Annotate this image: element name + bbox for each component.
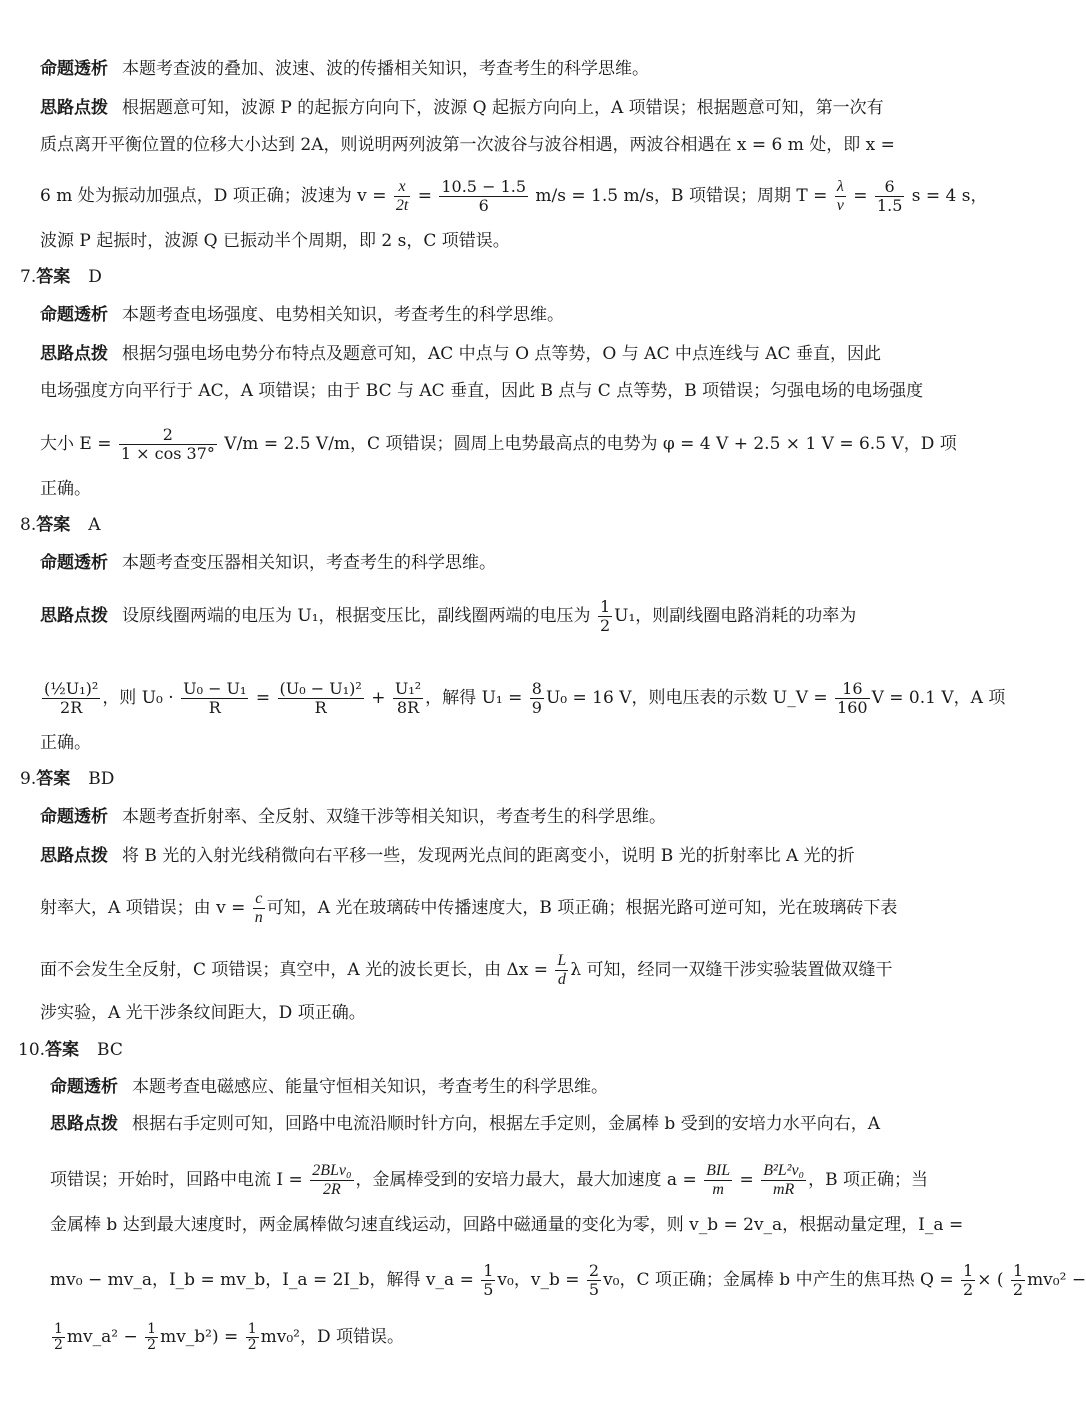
q10-l4e: mv₀² − <box>1027 1270 1086 1290</box>
frac-num: 8 <box>531 679 542 698</box>
frac-num: 1 <box>247 1321 257 1337</box>
q10-l4d: × ( <box>977 1270 1004 1290</box>
q10-frac-half-5 <box>246 1322 259 1353</box>
q8-answer-line <box>20 514 101 536</box>
q8-l1b: U₁，则副线圈电路消耗的功率为 <box>614 606 857 626</box>
q8-frac-current <box>181 680 248 717</box>
q9-hint-line-2 <box>40 890 897 927</box>
q8-l1a: 设原线圈两端的电压为 U₁，根据变压比，副线圈两端的电压为 <box>122 606 591 626</box>
frac-den: 2R <box>322 1181 341 1198</box>
q9-l2b: 可知，A 光在玻璃砖中传播速度大，B 项正确；根据光路可逆可知，光在玻璃砖下表 <box>266 898 898 918</box>
frac-den: d <box>557 971 566 988</box>
frac-den: R <box>314 698 327 717</box>
frac-num: 1 <box>963 1261 974 1280</box>
answer-label: 答案 <box>36 267 71 287</box>
q6-hint-text-1: 根据题意可知，波源 P 的起振方向向下，波源 Q 起振方向向上，A 项错误；根据题意可知，第一次有 <box>122 98 884 118</box>
q8-hint-line-3: 正确。 <box>40 733 91 753</box>
frac-num: 16 <box>835 680 870 699</box>
analysis-label: 命题透析 <box>40 807 108 827</box>
frac-den: 2 <box>599 616 611 635</box>
q8-l2a: ，则 U₀ · <box>102 688 174 708</box>
q8-l2b: ，解得 U₁ = <box>425 688 523 708</box>
q7-hint-line-2: 电场强度方向平行于 AC，A 项错误；由于 BC 与 AC 垂直，因此 B 点与 C 点等势，B 项错误；匀强电场的电场强度 <box>40 381 924 401</box>
q8-analysis-line <box>40 552 496 574</box>
q9-analysis-line <box>40 806 666 828</box>
frac-den: 2 <box>1012 1280 1024 1299</box>
q10-frac-accel <box>704 1162 732 1199</box>
q10-frac-half-1 <box>961 1262 975 1299</box>
q10-hint-line-2: 项错误；开始时，回路中电流 I = $\frac{\text{2BLv₀}}{2R}$ ，金属棒受到的安培力最大，最大加速度 a = $\frac{\text{BIL}}{m}$ = $\frac{\text{B²L²v₀}}{mR}$ ，B 项正确；当 <box>50 1162 929 1198</box>
q7-hint-text-1: 根据匀强电场电势分布特点及题意可知，AC 中点与 O 点等势，O 与 AC 中点连线与 AC 垂直，因此 <box>122 344 881 364</box>
q10-frac-accel-2 <box>761 1162 806 1199</box>
q10-frac-one-fifth <box>481 1262 495 1299</box>
q10-frac-current <box>310 1162 353 1199</box>
frac-num: x <box>394 178 410 197</box>
q7-frac-field <box>119 426 217 463</box>
q8-number: 8. <box>20 515 37 535</box>
q8-frac-secondary-power <box>393 680 423 717</box>
frac-den: 2 <box>147 1337 157 1353</box>
frac-num: 1 <box>147 1321 157 1337</box>
q8-frac-half <box>598 598 612 635</box>
q10-l5b: mv_b²) = <box>160 1327 239 1347</box>
frac-num: B²L²v₀ <box>763 1162 805 1179</box>
q9-hint-line-4: 涉实验，A 光干涉条纹间距大，D 项正确。 <box>40 1003 366 1023</box>
q7-l3a: 大小 E = <box>40 434 112 454</box>
q9-analysis-text: 本题考查折射率、全反射、双缝干涉等相关知识，考查考生的科学思维。 <box>122 807 666 827</box>
q8-frac-power <box>42 680 100 717</box>
q7-answer: D <box>88 267 102 287</box>
q8-hint-line-2: $\frac{\text{(½U₁)²}}{2R}$ ，则 U₀ · $\frac{\text{U₀ − U₁}}{R}$ = $\frac{\text{(U₀ − U₁)²}}{R}$ + $\frac{\text{U₁²}}{8R}$ ，解得 U₁ = $\frac{8}{9}$ U₀ = 16 V，则电压表的示数 U_V = $\frac{16}{160}$ V = 0.1 V，A 项 <box>44 679 1006 717</box>
q7-l3b: V/m = 2.5 V/m，C 项错误；圆周上电势最高点的电势为 φ = 4 V + 2.5 × 1 V = 6.5 V，D 项 <box>224 434 957 454</box>
q9-frac-c-n <box>253 890 265 927</box>
frac-num: 1 <box>599 597 611 616</box>
q10-l2b: ，金属棒受到的安培力最大，最大加速度 a = <box>355 1170 697 1190</box>
frac-num: 1 <box>54 1321 63 1337</box>
q9-number: 9. <box>20 769 37 789</box>
frac-den: 2 <box>963 1280 974 1299</box>
q8-hint-line-1 <box>40 598 856 635</box>
q8-analysis-text: 本题考查变压器相关知识，考查考生的科学思维。 <box>122 553 496 573</box>
frac-den: n <box>254 909 263 926</box>
frac-num: U₀ − U₁ <box>183 679 247 698</box>
q8-l2c: U₀ = 16 V，则电压表的示数 U_V = <box>545 688 828 708</box>
frac-den: 160 <box>837 698 868 717</box>
frac-num: 2 <box>588 1261 600 1280</box>
q10-l2a: 项错误；开始时，回路中电流 I = <box>50 1170 303 1190</box>
q10-analysis-text: 本题考查电磁感应、能量守恒相关知识，考查考生的科学思维。 <box>132 1077 608 1097</box>
q10-l5c: mv₀²，D 项错误。 <box>260 1327 404 1347</box>
q6-l3c: m/s = 1.5 m/s，B 项错误；周期 T = <box>535 186 828 206</box>
frac-den: 1 × cos 37° <box>120 444 215 463</box>
answer-label: 答案 <box>36 515 71 535</box>
analysis-label: 命题透析 <box>40 553 108 573</box>
q10-frac-half-4 <box>145 1322 158 1353</box>
q7-number: 7. <box>20 267 37 287</box>
q6-hint-line-2: 质点离开平衡位置的位移大小达到 2A，则说明两列波第一次波谷与波谷相遇，两波谷相遇在 x = 6 m 处，即 x = <box>40 135 895 155</box>
q7-analysis-text: 本题考查电场强度、电势相关知识，考查考生的科学思维。 <box>122 305 564 325</box>
q9-hint-line-1 <box>40 845 855 867</box>
frac-den: 2t <box>395 197 409 214</box>
q6-l3e: s = 4 s， <box>911 186 988 206</box>
q9-hint-text-1: 将 B 光的入射光线稍微向右平移一些，发现两光点间的距离变小，说明 B 光的折射率比 A 光的折 <box>122 846 855 866</box>
frac-den: 9 <box>531 698 542 717</box>
q10-hint-line-4 <box>50 1262 1086 1299</box>
q6-l3a: 6 m 处为振动加强点，D 项正确；波速为 v = <box>40 186 387 206</box>
q6-l3d: = <box>853 186 868 206</box>
q7-hint-line-4: 正确。 <box>40 479 91 499</box>
frac-den: 2 <box>54 1337 63 1353</box>
q10-frac-two-fifths <box>587 1262 601 1299</box>
q9-frac-l-d <box>555 952 568 989</box>
frac-num: 2BLv₀ <box>312 1162 352 1179</box>
q7-analysis-line <box>40 304 564 326</box>
frac-num: 6 <box>875 178 904 197</box>
q10-l4c: v₀，C 项正确；金属棒 b 中产生的焦耳热 Q = <box>603 1270 954 1290</box>
q6-l3b: = <box>417 186 432 206</box>
q6-frac-period <box>875 178 904 215</box>
q7-hint-line-3 <box>40 426 957 463</box>
frac-den: v <box>836 197 844 214</box>
frac-den: 5 <box>483 1280 494 1299</box>
frac-num: 1 <box>483 1261 494 1280</box>
hint-label: 思路点拨 <box>40 98 108 118</box>
frac-den: 8R <box>396 698 420 717</box>
frac-num: λ <box>835 178 846 197</box>
frac-den: mR <box>772 1181 795 1198</box>
frac-den: 5 <box>588 1280 600 1299</box>
q8-frac-primary-power <box>278 680 364 717</box>
q10-l4a: mv₀ − mv_a，I_b = mv_b，I_a = 2I_b，解得 v_a = <box>50 1270 474 1290</box>
q10-l2c: ，B 项正确；当 <box>808 1170 929 1190</box>
q10-hint-line-3: 金属棒 b 达到最大速度时，两金属棒做匀速直线运动，回路中磁通量的变化为零，则 v_b = 2v_a，根据动量定理，I_a = <box>50 1215 964 1235</box>
q9-answer: BD <box>88 769 115 789</box>
q10-l4b: v₀，v_b = <box>497 1270 580 1290</box>
analysis-label: 命题透析 <box>40 305 108 325</box>
q9-l3b: λ 可知，经同一双缝干涉实验装置做双缝干 <box>570 960 893 980</box>
q6-hint-line-3 <box>40 178 988 215</box>
analysis-label: 命题透析 <box>50 1077 118 1097</box>
frac-num: 2 <box>119 426 217 445</box>
q8-frac-voltmeter <box>835 680 870 717</box>
frac-num: (½U₁)² <box>44 679 99 698</box>
frac-num: (U₀ − U₁)² <box>279 679 362 698</box>
frac-den: 6 <box>478 196 489 215</box>
frac-num: U₁² <box>394 679 422 698</box>
q6-analysis-text: 本题考查波的叠加、波速、波的传播相关知识，考查考生的科学思维。 <box>122 59 649 79</box>
q6-hint-line-1 <box>40 97 884 119</box>
q8-answer: A <box>88 515 101 535</box>
frac-num: L <box>557 952 567 969</box>
q10-answer-line <box>18 1039 123 1061</box>
frac-den: 2R <box>60 698 83 717</box>
q8-frac-ratio <box>530 680 544 717</box>
hint-label: 思路点拨 <box>50 1114 118 1134</box>
q9-l3a: 面不会发生全反射，C 项错误；真空中，A 光的波长更长，由 Δx = <box>40 960 549 980</box>
q6-frac-speed <box>439 178 528 215</box>
frac-num: BIL <box>706 1162 731 1179</box>
q10-number: 10. <box>18 1040 46 1060</box>
q7-answer-line <box>20 266 102 288</box>
answer-label: 答案 <box>36 769 71 789</box>
q8-l2d: V = 0.1 V，A 项 <box>871 688 1006 708</box>
hint-label: 思路点拨 <box>40 344 108 364</box>
q10-hint-text-1: 根据右手定则可知，回路中电流沿顺时针方向，根据左手定则，金属棒 b 受到的安培力水平向右，A <box>132 1114 880 1134</box>
q9-l2a: 射率大，A 项错误；由 v = <box>40 898 246 918</box>
q10-analysis-line <box>50 1076 608 1098</box>
frac-num: 10.5 − 1.5 <box>441 177 527 196</box>
q10-frac-half-3 <box>52 1322 65 1353</box>
q10-answer: BC <box>97 1040 123 1060</box>
frac-den: R <box>208 698 221 717</box>
hint-label: 思路点拨 <box>40 606 108 626</box>
q9-hint-line-3 <box>40 952 893 989</box>
q6-analysis-line <box>40 58 649 80</box>
q7-hint-line-1 <box>40 343 881 365</box>
answer-label: 答案 <box>45 1040 80 1060</box>
frac-num: 1 <box>1012 1261 1024 1280</box>
frac-den: m <box>712 1181 724 1198</box>
frac-den: 1.5 <box>876 196 903 215</box>
q10-frac-half-2 <box>1011 1262 1025 1299</box>
hint-label: 思路点拨 <box>40 846 108 866</box>
q6-hint-line-4: 波源 P 起振时，波源 Q 已振动半个周期，即 2 s，C 项错误。 <box>40 231 510 251</box>
q6-frac-lambda-v <box>835 178 846 215</box>
q10-hint-line-1 <box>50 1113 880 1135</box>
analysis-label: 命题透析 <box>40 59 108 79</box>
frac-num: c <box>253 890 265 909</box>
q10-l5a: mv_a² − <box>66 1327 138 1347</box>
q6-frac-x-2t <box>394 178 410 215</box>
frac-den: 2 <box>247 1337 257 1353</box>
q9-answer-line <box>20 768 114 790</box>
q10-hint-line-5 <box>50 1322 404 1353</box>
